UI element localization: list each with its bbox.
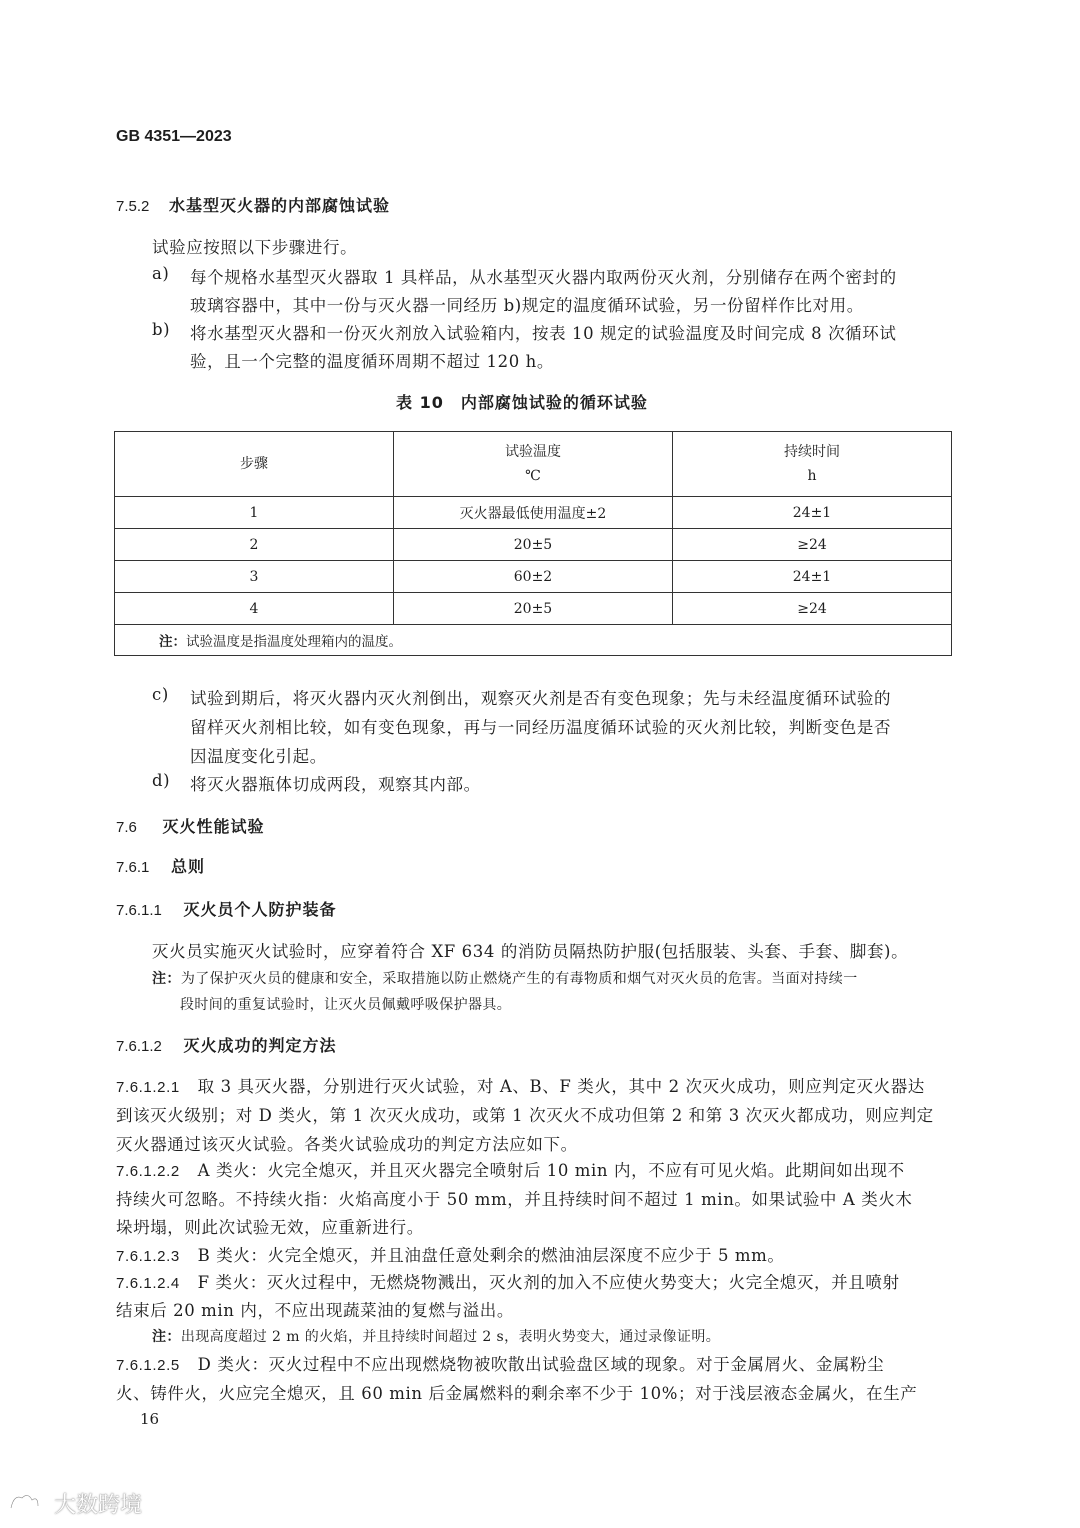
cell-temp: 60±2 bbox=[394, 561, 673, 593]
clause-7-6-1-2-3-line1 bbox=[116, 1242, 785, 1266]
section-number: 7.6 bbox=[116, 819, 137, 836]
section-number: 7.6.1.2 bbox=[116, 1038, 162, 1055]
cell-temp: 20±5 bbox=[394, 593, 673, 625]
note-label: 注： bbox=[159, 634, 186, 650]
section-7-6-1-2-heading bbox=[116, 1033, 336, 1056]
list-item-a-line2: 玻璃容器中，其中一份与灭火器一同经历 b)规定的温度循环试验，另一份留样作比对用。 bbox=[190, 296, 864, 315]
list-label-b: b) bbox=[152, 320, 171, 339]
note-text: 试验温度是指温度处理箱内的温度。 bbox=[186, 634, 402, 650]
watermark-logo-icon bbox=[8, 1490, 52, 1516]
table-row bbox=[115, 529, 952, 561]
cycle-test-table bbox=[114, 431, 952, 656]
section-7-5-2-heading bbox=[116, 193, 390, 216]
list-item-c-line2: 留样灭火剂相比较，如有变色现象，再与一同经历温度循环试验的灭火剂比较，判断变色是否 bbox=[190, 718, 892, 737]
clause-text: F 类火：灭火过程中，无燃烧物溅出，灭火剂的加入不应使火势变大；火完全熄灭，并且喷射 bbox=[197, 1273, 900, 1292]
watermark-text: 大数跨境 bbox=[54, 1493, 143, 1518]
header-temp-label: 试验温度 bbox=[505, 444, 561, 460]
page-number: 16 bbox=[140, 1410, 160, 1428]
list-item-c-line1: 试验到期后，将灭火器内灭火剂倒出，观察灭火剂是否有变色现象；先与未经温度循环试验的 bbox=[190, 689, 892, 708]
section-number: 7.6.1 bbox=[116, 859, 150, 876]
clause-7-6-1-2-2-line2: 持续火可忽略。不持续火指：火焰高度小于 50 mm，并且持续时间不超过 1 min。如果试验中 A 类火木 bbox=[116, 1190, 913, 1209]
protective-equipment-note-line1 bbox=[152, 968, 858, 988]
section-number: 7.5.2 bbox=[116, 198, 150, 215]
section-title: 灭火成功的判定方法 bbox=[183, 1036, 337, 1055]
clause-number: 7.6.1.2.2 bbox=[116, 1163, 180, 1180]
note-text: 出现高度超过 2 m 的火焰，并且持续时间超过 2 s，表明火势变大，通过录像证明。 bbox=[180, 1329, 721, 1345]
clause-text: A 类火：火完全熄灭，并且灭火器完全喷射后 10 min 内，不应有可见火焰。此期间如出现不 bbox=[197, 1161, 905, 1180]
list-label-a: a) bbox=[152, 264, 170, 283]
clause-7-6-1-2-4-note bbox=[152, 1326, 720, 1346]
clause-number: 7.6.1.2.5 bbox=[116, 1357, 180, 1374]
cell-temp: 灭火器最低使用温度±2 bbox=[394, 497, 673, 529]
section-intro: 试验应按照以下步骤进行。 bbox=[152, 238, 358, 257]
standard-number: GB 4351—2023 bbox=[116, 128, 232, 145]
clause-7-6-1-2-2-line3: 垛坍塌，则此次试验无效，应重新进行。 bbox=[116, 1218, 424, 1237]
header-temp bbox=[394, 432, 673, 497]
clause-7-6-1-2-1-line2: 到该灭火级别；对 D 类火，第 1 次灭火成功，或第 1 次灭火不成功但第 2 和第 3 次灭火都成功，则应判定 bbox=[116, 1106, 934, 1125]
table-caption: 表 10 内部腐蚀试验的循环试验 bbox=[396, 393, 648, 412]
section-title: 总则 bbox=[170, 857, 205, 876]
table-row bbox=[115, 497, 952, 529]
cell-time: 24±1 bbox=[673, 561, 952, 593]
header-time-label: 持续时间 bbox=[784, 444, 840, 460]
note-text: 为了保护灭火员的健康和安全，采取措施以防止燃烧产生的有毒物质和烟气对灭火员的危害。当面对持续一 bbox=[180, 971, 858, 987]
table-row bbox=[115, 561, 952, 593]
cell-time: 24±1 bbox=[673, 497, 952, 529]
section-7-6-1-1-heading bbox=[116, 897, 336, 920]
clause-text: B 类火：火完全熄灭，并且油盘任意处剩余的燃油油层深度不应少于 5 mm。 bbox=[197, 1246, 785, 1265]
cell-temp: 20±5 bbox=[394, 529, 673, 561]
table-note bbox=[115, 625, 952, 656]
table-row bbox=[115, 593, 952, 625]
clause-number: 7.6.1.2.4 bbox=[116, 1275, 180, 1292]
table-note-row bbox=[115, 625, 952, 656]
clause-7-6-1-2-4-line2: 结束后 20 min 内，不应出现蔬菜油的复燃与溢出。 bbox=[116, 1301, 514, 1320]
list-item-d-line1: 将灭火器瓶体切成两段，观察其内部。 bbox=[190, 775, 481, 794]
list-item-a-line1: 每个规格水基型灭火器取 1 具样品，从水基型灭火器内取两份灭火剂，分别储存在两个密封的 bbox=[190, 268, 897, 287]
header-step bbox=[115, 432, 394, 497]
list-item-b-line2: 验，且一个完整的温度循环周期不超过 120 h。 bbox=[190, 352, 555, 371]
cell-step: 3 bbox=[115, 561, 394, 593]
clause-7-6-1-2-5-line1 bbox=[116, 1351, 884, 1375]
list-item-c-line3: 因温度变化引起。 bbox=[190, 747, 327, 766]
header-time-unit: h bbox=[807, 468, 817, 484]
cell-time: ≥24 bbox=[673, 529, 952, 561]
note-label: 注： bbox=[152, 1329, 181, 1345]
section-7-6-heading bbox=[116, 814, 264, 837]
cell-step: 1 bbox=[115, 497, 394, 529]
clause-7-6-1-2-5-line2: 火、铸件火，火应完全熄灭，且 60 min 后金属燃料的剩余率不少于 10%；对于浅层液态金属火，在生产 bbox=[116, 1384, 918, 1403]
clause-7-6-1-2-2-line1 bbox=[116, 1157, 905, 1181]
watermark bbox=[8, 1488, 148, 1518]
clause-number: 7.6.1.2.1 bbox=[116, 1079, 180, 1096]
clause-text: D 类火：灭火过程中不应出现燃烧物被吹散出试验盘区域的现象。对于金属屑火、金属粉尘 bbox=[197, 1355, 885, 1374]
clause-text: 取 3 具灭火器，分别进行灭火试验，对 A、B、F 类火，其中 2 次灭火成功，则应判定灭火器达 bbox=[197, 1077, 925, 1096]
header-temp-unit: ℃ bbox=[525, 468, 541, 484]
cell-step: 4 bbox=[115, 593, 394, 625]
clause-7-6-1-2-1-line1 bbox=[116, 1073, 925, 1097]
section-title: 灭火性能试验 bbox=[162, 817, 265, 836]
table-header-row bbox=[115, 432, 952, 497]
clause-7-6-1-2-4-line1 bbox=[116, 1269, 900, 1293]
list-label-d: d) bbox=[152, 771, 171, 790]
protective-equipment-text: 灭火员实施灭火试验时，应穿着符合 XF 634 的消防员隔热防护服(包括服装、头套、手套、脚套)。 bbox=[152, 942, 909, 961]
section-title: 水基型灭火器的内部腐蚀试验 bbox=[168, 196, 390, 215]
section-title: 灭火员个人防护装备 bbox=[183, 900, 337, 919]
note-label: 注： bbox=[152, 971, 181, 987]
cell-step: 2 bbox=[115, 529, 394, 561]
header-time bbox=[673, 432, 952, 497]
section-number: 7.6.1.1 bbox=[116, 902, 162, 919]
list-label-c: c) bbox=[152, 685, 169, 704]
clause-number: 7.6.1.2.3 bbox=[116, 1248, 180, 1265]
protective-equipment-note-line2: 段时间的重复试验时，让灭火员佩戴呼吸保护器具。 bbox=[180, 997, 512, 1013]
cell-time: ≥24 bbox=[673, 593, 952, 625]
header-step-label: 步骤 bbox=[240, 456, 268, 472]
clause-7-6-1-2-1-line3: 灭火器通过该灭火试验。各类火试验成功的判定方法应如下。 bbox=[116, 1135, 578, 1154]
list-item-b-line1: 将水基型灭火器和一份灭火剂放入试验箱内，按表 10 规定的试验温度及时间完成 8 次循环试 bbox=[190, 324, 897, 343]
section-7-6-1-heading bbox=[116, 854, 205, 877]
